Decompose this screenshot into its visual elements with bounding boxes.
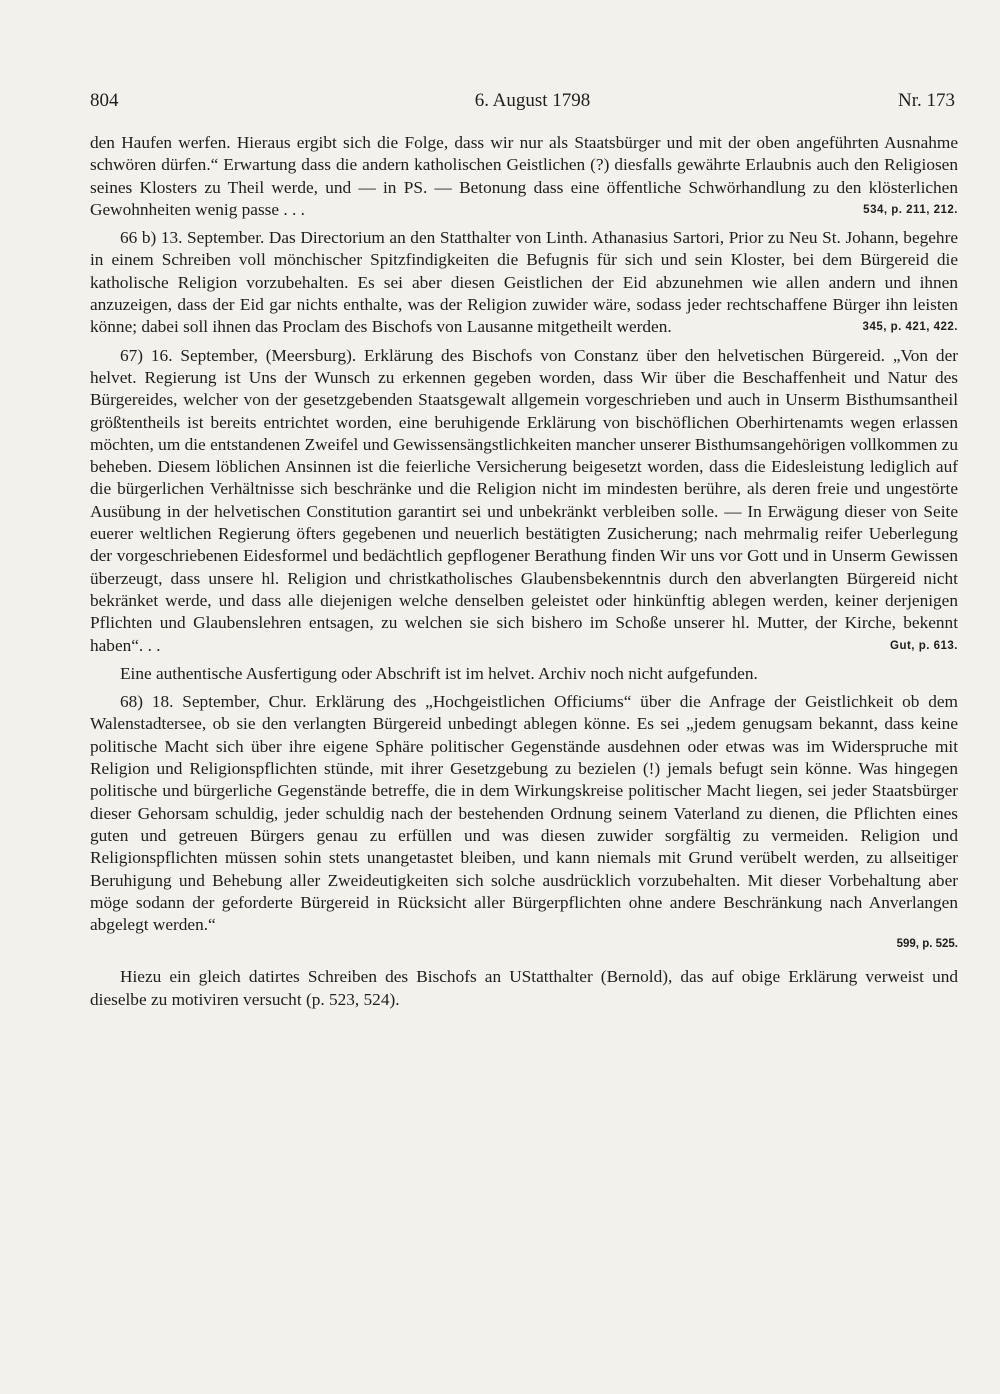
source-reference: Gut, p. 613. (890, 639, 958, 652)
paragraph-note (90, 663, 958, 685)
page-number: 804 (90, 90, 119, 111)
source-reference: 345, p. 421, 422. (862, 321, 958, 334)
page-header (90, 90, 955, 118)
source-reference: 599, p. 525. (896, 938, 958, 951)
paragraph-text: 66 b) 13. September. Das Directorium an den Statthalter von Linth. Athanasius Sartori, Prior zu Neu St. Johann, begehre in einem Schreiben voll mönchischer Spitzfindigkeiten die Befugnis für sich und sein Kloster, bei dem Bürgereid die katholische Religion vorzubehalten. Es sei aber diesen Geistlichen der Eid abzunehmen wie allen andern und ihnen anzuzeigen, dass der Eid gar nichts enthalte, was der Religion zuwider wäre, sodass jeder rechtschaffene Bürger ihn leisten könne; dabei soll ihnen das Proclam des Bischofs von Lausanne mitgetheilt werden. (90, 228, 958, 337)
header-date: 6. August 1798 (474, 90, 591, 111)
paragraph-final (90, 966, 958, 1011)
paragraph-text: 67) 16. September, (Meersburg). Erklärung des Bischofs von Constanz über den helvetischen Bürgereid. „Von der helvet. Regierung ist Uns der Wunsch zu erkennen gegeben worden, dass Wir über die Beschaffenheit und Natur des Bürgereides, welcher von der gesetzgebenden Staatsgewalt allgemein vorgeschrieben und auch in Unserm Bisthumsantheil größtentheils ist bereits entrichtet worden, eine beruhigende Erklärung von bischöflichen Oberhirtenamts wegen erlassen möchten, um die entstandenen Zweifel und Gewissensängstlichkeiten mancher unserer Bisthumsangehörigen vollkommen zu beheben. Diesem löblichen Ansinnen ist die feierliche Versicherung beigesetzt worden, dass die Eidesleistung lediglich auf die bürgerlichen Verhältnisse sich beschränke und die Religion nicht im mindesten berühre, als deren freie und ungestörte Ausübung in der helvetischen Constitution garantirt sei und unbekränkt verbleiben solle. — In Erwägung dieser von Seite euerer weltlichen Regierung öfters gegebenen und neuerlich bestätigten Zusicherung; nach mehrmalig reifer Ueberlegung der vorgeschriebenen Eidesformel und bedächtlich gepflogener Berathung finden Wir uns vor Gott und in Unserm Gewissen überzeugt, dass unsere hl. Religion und christkatholisches Glaubensbekenntnis durch den abverlangten Bürgereid nicht bekränket werde, und dass alle diejenigen welche denselben geleistet oder hinkünftig ablegen werden, keiner derjenigen Pflichten und Glaubenslehren entsagen, zu welchen sie sich bishero im Schoße unserer hl. Mutter, der Kirche, bekennt haben“. . . (90, 345, 958, 655)
paragraph-text: Hiezu ein gleich datirtes Schreiben des Bischofs an UStatthalter (Bernold), das auf obige Erklärung verweist und dieselbe zu motiviren versucht (p. 523, 524). (90, 967, 958, 1009)
source-reference: 534, p. 211, 212. (863, 203, 958, 216)
paragraph-entry-68 (90, 691, 958, 936)
page-body (90, 132, 958, 1011)
document-number: Nr. 173 (898, 90, 955, 111)
paragraph-entry-67 (90, 345, 958, 657)
paragraph-continuation (90, 132, 958, 221)
paragraph-entry-66b (90, 227, 958, 338)
paragraph-text: 68) 18. September, Chur. Erklärung des „Hochgeistlichen Officiums“ über die Anfrage der Geistlichkeit ob dem Walenstadtersee, ob sie den verlangten Bürgereid unbedingt ablegen könne. Es sei „jedem genugsam bekannt, dass keine politische Macht sich über ihre eigene Sphäre politischer Gegenstände ausdehnen oder etwas was im Widerspruche mit Religion und Religionspflichten stünde, mit ihrer Gesetzgebung zu bezielen (!) jemals befugt sein könne. Was hingegen politische und bürgerliche Gegenstände betreffe, die in dem Wirkungskreise politischer Macht liegen, sei jeder Staatsbürger dieser Gehorsam schuldig, jeder schuldig nach der bestehenden Ordnung seinem Vaterland zu dienen, die Pflichten eines guten und getreuen Bürgers genau zu erfüllen und was diesen zuwider sorgfältig zu vermeiden. Religion und Religionspflichten müssen sohin stets unangetastet bleiben, und kann niemals mit Grund verübelt werden, zu allseitiger Beruhigung und Behebung aller Zweideutigkeiten sich solche ausdrücklich vorzubehalten. Mit dieser Vorbehaltung aber möge sodann der geforderte Bürgereid in Rücksicht aller Bürgerpflichten ohne andere Beschränkung nach Anverlangen abgelegt werden.“ (90, 692, 958, 935)
paragraph-text: Eine authentische Ausfertigung oder Abschrift ist im helvet. Archiv noch nicht aufgefunden. (120, 663, 758, 683)
paragraph-text: den Haufen werfen. Hieraus ergibt sich die Folge, dass wir nur als Staatsbürger und mit der oben angeführten Ausnahme schwören dürfen.“ Erwartung dass die andern katholischen Geistlichen (?) diesfalls gewährte Erlaubnis auch den Religiosen seines Klosters zu Theil werde, und — in PS. — Betonung dass eine öffentliche Schwörhandlung zu den klösterlichen Gewohnheiten wenig passe . . . (90, 133, 958, 219)
